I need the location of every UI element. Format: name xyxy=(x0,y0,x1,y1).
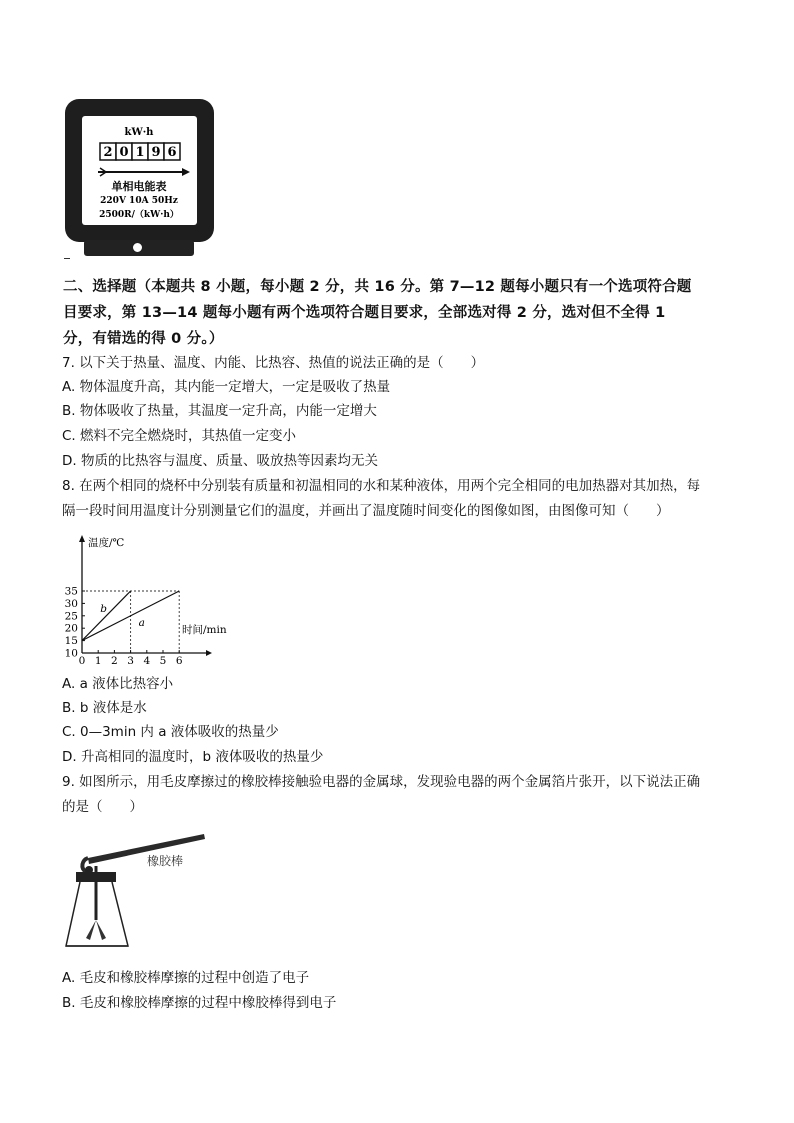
section-header-line1: 二、选择题（本题共 8 小题，每小题 2 分，共 16 分。第 7—12 题每小题只有一个选项符合题 xyxy=(63,279,692,295)
meter-digit: 2 xyxy=(103,145,113,160)
y-tick-label: 20 xyxy=(64,622,78,635)
q9-option-b: B. 毛皮和橡胶棒摩擦的过程中橡胶棒得到电子 xyxy=(62,995,337,1011)
divider xyxy=(64,258,70,259)
meter-digit: 0 xyxy=(119,145,129,160)
rod-label: 橡胶棒 xyxy=(147,854,184,868)
meter-digit: 6 xyxy=(167,145,177,160)
series-line-a xyxy=(82,591,179,641)
q7-stem: 7. 以下关于热量、温度、内能、比热容、热值的说法正确的是（ ） xyxy=(62,355,485,371)
y-tick-label: 35 xyxy=(64,585,78,598)
rubber-rod xyxy=(82,834,205,872)
electroscope xyxy=(66,866,128,946)
x-tick-label: 6 xyxy=(175,655,183,664)
q7-option-b: B. 物体吸收了热量，其温度一定升高，内能一定增大 xyxy=(62,403,377,419)
q7-option-c: C. 燃料不完全燃烧时，其热值一定变小 xyxy=(62,428,297,444)
temperature-chart xyxy=(60,532,240,664)
section-header-line2: 目要求，第 13—14 题每小题有两个选项符合题目要求，全部选对得 2 分，选对但不全得 1 xyxy=(63,305,666,321)
q8-stem-line2: 隔一段时间用温度计分别测量它们的温度，并画出了温度随时间变化的图像如图，由图像可知（ ） xyxy=(62,503,670,519)
y-tick-label: 30 xyxy=(64,597,78,610)
meter-digits xyxy=(100,143,180,160)
q7-option-d: D. 物质的比热容与温度、质量、吸放热等因素均无关 xyxy=(62,453,378,469)
chart-guides xyxy=(82,591,179,653)
x-tick-label: 1 xyxy=(94,655,102,664)
y-axis-arrow-icon xyxy=(79,535,85,542)
series-label-a: a xyxy=(138,616,145,629)
series-label-b: b xyxy=(100,602,108,615)
section-header-line3: 分，有错选的得 0 分。） xyxy=(63,331,224,347)
q8-option-b: B. b 液体是水 xyxy=(62,700,147,716)
electroscope-figure xyxy=(62,828,212,956)
q8-option-a: A. a 液体比热容小 xyxy=(62,676,174,692)
x-tick-label: 0 xyxy=(78,655,86,664)
metal-foil xyxy=(86,920,106,940)
q9-option-a: A. 毛皮和橡胶棒摩擦的过程中创造了电子 xyxy=(62,970,310,986)
q8-stem-line1: 8. 在两个相同的烧杯中分别装有质量和初温相同的水和某种液体，用两个完全相同的电加热器对其加热，每 xyxy=(62,478,701,494)
series-line-b xyxy=(82,591,131,641)
q8-option-c: C. 0—3min 内 a 液体吸收的热量少 xyxy=(62,724,279,740)
q8-option-d: D. 升高相同的温度时，b 液体吸收的热量少 xyxy=(62,749,324,765)
meter-spec: 220V 10A 50Hz xyxy=(100,196,178,206)
q7-option-a: A. 物体温度升高，其内能一定增大，一定是吸收了热量 xyxy=(62,379,391,395)
screw-icon xyxy=(132,242,143,253)
y-tick-label: 10 xyxy=(64,647,78,660)
meter-unit: kW·h xyxy=(124,127,154,138)
meter-rate: 2500R/（kW·h） xyxy=(99,210,179,220)
chart-xlabel: 时间/min xyxy=(182,624,227,636)
chart-axes xyxy=(79,535,212,656)
meter-base xyxy=(84,240,194,256)
meter-digit: 9 xyxy=(151,145,161,160)
x-tick-label: 5 xyxy=(159,655,167,664)
x-tick-label: 4 xyxy=(143,655,151,664)
y-tick-label: 25 xyxy=(64,610,78,623)
meter-svg xyxy=(64,98,215,243)
x-tick-label: 2 xyxy=(111,655,118,664)
electric-meter-figure xyxy=(64,98,215,243)
chart-ylabel: 温度/℃ xyxy=(88,537,125,549)
meter-digit: 1 xyxy=(135,145,145,160)
q9-stem-line2: 的是（ ） xyxy=(62,799,143,815)
meter-name: 单相电能表 xyxy=(111,180,167,193)
chart-series xyxy=(82,591,179,641)
x-tick-label: 3 xyxy=(127,655,134,664)
x-axis-arrow-icon xyxy=(206,650,212,656)
y-tick-label: 15 xyxy=(64,635,78,648)
q9-stem-line1: 9. 如图所示，用毛皮摩擦过的橡胶棒接触验电器的金属球，发现验电器的两个金属箔片张开，以下说法正确 xyxy=(62,774,701,790)
